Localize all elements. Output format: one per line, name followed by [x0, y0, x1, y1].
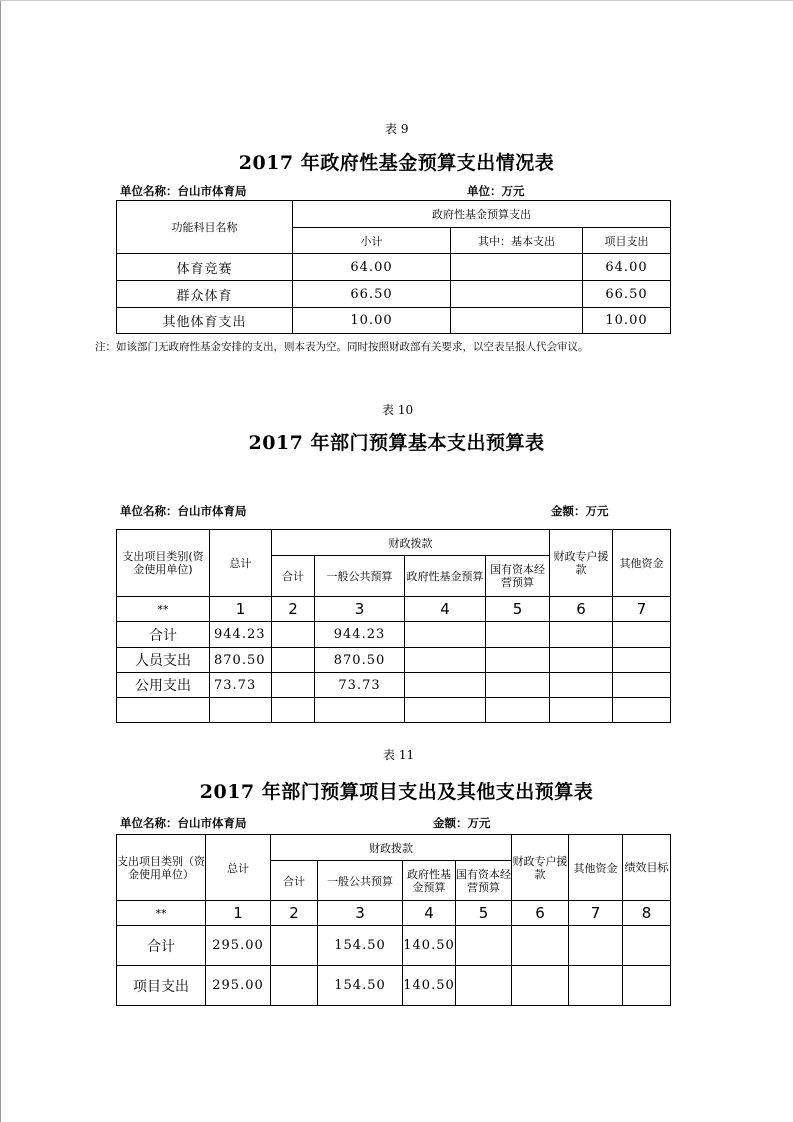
header-category: 支出项目类别(资金使用单位) — [117, 530, 210, 597]
header-fiscal-allocation: 财政拨款 — [271, 835, 512, 861]
table-row-empty — [117, 698, 671, 723]
row-gov-fund: 140.50 — [403, 966, 456, 1006]
header-function-subject: 功能科目名称 — [117, 201, 293, 254]
index-cell: ** — [117, 901, 206, 926]
header-gov-fund-group: 政府性基金预算支出 — [293, 201, 671, 228]
row-sum — [272, 673, 315, 698]
row-name: 合计 — [117, 622, 210, 648]
header-performance-target: 绩效目标 — [623, 835, 671, 901]
row-name: 群众体育 — [117, 281, 293, 308]
table10-unit: 金额：万元 — [551, 504, 609, 518]
table9-unit-name: 单位名称：台山市体育局 — [120, 184, 247, 198]
page-border-top — [0, 0, 793, 1]
table11-title: 2017 年部门预算项目支出及其他支出预算表 — [199, 781, 594, 803]
index-row — [117, 901, 671, 926]
row-project: 64.00 — [583, 254, 671, 281]
row-basic — [451, 254, 583, 281]
table11-label: 表 11 — [383, 748, 415, 762]
header-gov-fund-budget: 政府性基金预算 — [405, 556, 486, 597]
row-name: 其他体育支出 — [117, 308, 293, 334]
row-total: 295.00 — [206, 926, 271, 966]
header-total: 总计 — [210, 530, 272, 597]
table-row — [117, 648, 671, 673]
index-cell: 6 — [512, 901, 569, 926]
row-gov-fund: 140.50 — [403, 926, 456, 966]
table11 — [116, 834, 671, 1006]
table11-unit: 金额：万元 — [433, 816, 491, 830]
table-row — [117, 966, 671, 1006]
index-cell: 7 — [613, 597, 671, 622]
table9-title: 2017 年政府性基金预算支出情况表 — [238, 152, 555, 174]
row-basic — [451, 308, 583, 334]
table-row — [117, 254, 671, 281]
header-gov-fund-budget: 政府性基金预算 — [403, 861, 456, 901]
index-cell: 7 — [569, 901, 623, 926]
header-fiscal-allocation: 财政拨款 — [272, 530, 550, 556]
table10-unit-name: 单位名称：台山市体育局 — [120, 504, 247, 518]
row-sum — [272, 648, 315, 673]
row-subtotal: 10.00 — [293, 308, 451, 334]
index-cell: 2 — [272, 597, 315, 622]
header-subtotal: 小计 — [293, 228, 451, 254]
header-project-expense: 项目支出 — [583, 228, 671, 254]
row-general: 154.50 — [318, 966, 403, 1006]
row-subtotal: 66.50 — [293, 281, 451, 308]
index-cell: 1 — [206, 901, 271, 926]
table-row — [117, 622, 671, 648]
row-total: 944.23 — [210, 622, 272, 648]
index-cell: 1 — [210, 597, 272, 622]
index-cell: 5 — [456, 901, 512, 926]
row-total: 870.50 — [210, 648, 272, 673]
row-general: 73.73 — [315, 673, 405, 698]
row-name: 项目支出 — [117, 966, 206, 1006]
row-general: 154.50 — [318, 926, 403, 966]
table9-note: 注：如该部门无政府性基金安排的支出，则本表为空。同时按照财政部有关要求，以空表呈报人代会审议。 — [95, 341, 589, 353]
table-row — [117, 281, 671, 308]
header-category: 支出项目类别（资金使用单位） — [117, 835, 206, 901]
row-project: 66.50 — [583, 281, 671, 308]
row-project: 10.00 — [583, 308, 671, 334]
header-basic-expense: 其中：基本支出 — [451, 228, 583, 254]
table10-title: 2017 年部门预算基本支出预算表 — [248, 432, 545, 454]
header-sum: 合计 — [272, 556, 315, 597]
index-cell: ** — [117, 597, 210, 622]
table-row — [117, 308, 671, 334]
row-name: 公用支出 — [117, 673, 210, 698]
header-state-capital-budget: 国有资本经营预算 — [486, 556, 550, 597]
table9-unit: 单位：万元 — [467, 184, 525, 198]
header-general-budget: 一般公共预算 — [315, 556, 405, 597]
table11-unit-name: 单位名称：台山市体育局 — [120, 816, 247, 830]
row-name: 人员支出 — [117, 648, 210, 673]
index-cell: 3 — [315, 597, 405, 622]
row-total: 295.00 — [206, 966, 271, 1006]
header-other-funds: 其他资金 — [569, 835, 623, 901]
index-row — [117, 597, 671, 622]
header-special-account: 财政专户援款 — [550, 530, 613, 597]
row-basic — [451, 281, 583, 308]
header-other-funds: 其他资金 — [613, 530, 671, 597]
index-cell: 2 — [271, 901, 318, 926]
row-subtotal: 64.00 — [293, 254, 451, 281]
table9-label: 表 9 — [385, 122, 409, 136]
row-name: 体育竞赛 — [117, 254, 293, 281]
row-sum — [272, 622, 315, 648]
header-general-budget: 一般公共预算 — [318, 861, 403, 901]
header-state-capital-budget: 国有资本经营预算 — [456, 861, 512, 901]
table10-label: 表 10 — [382, 403, 414, 417]
header-special-account: 财政专户援款 — [512, 835, 569, 901]
index-cell: 5 — [486, 597, 550, 622]
table-row — [117, 673, 671, 698]
row-name: 合计 — [117, 926, 206, 966]
row-total: 73.73 — [210, 673, 272, 698]
index-cell: 6 — [550, 597, 613, 622]
row-general: 870.50 — [315, 648, 405, 673]
index-cell: 3 — [318, 901, 403, 926]
index-cell: 4 — [403, 901, 456, 926]
header-sum: 合计 — [271, 861, 318, 901]
row-general: 944.23 — [315, 622, 405, 648]
table10 — [116, 529, 671, 723]
index-cell: 8 — [623, 901, 671, 926]
table9 — [116, 200, 671, 334]
header-total: 总计 — [206, 835, 271, 901]
index-cell: 4 — [405, 597, 486, 622]
table-row — [117, 926, 671, 966]
